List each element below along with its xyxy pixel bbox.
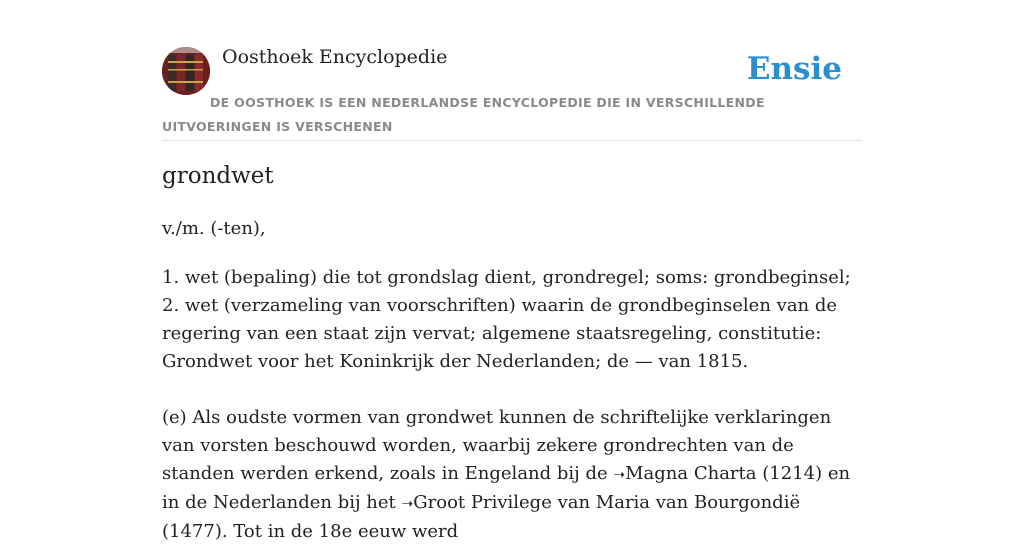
site-title-link[interactable]: Oosthoek Encyclopedie xyxy=(222,46,448,68)
paragraph-text-3: (1477). Tot in de 18e eeuw werd xyxy=(162,521,459,542)
paragraph-text-2: (1214) en in de Nederlanden bij het xyxy=(162,463,851,513)
books-icon xyxy=(162,47,210,95)
arrow-right-icon: ➝ xyxy=(401,496,414,512)
paragraph-gap xyxy=(162,376,862,404)
site-header xyxy=(162,0,862,141)
xref-groot-privilege[interactable] xyxy=(402,492,801,513)
site-tagline: DE OOSTHOEK IS EEN NEDERLANDSE ENCYCLOPEDIE DIE IN VERSCHILLENDE UITVOERINGEN IS VERSCHENEN xyxy=(162,95,765,134)
entry-definition xyxy=(162,264,862,546)
paragraph-text-1: (e) Als oudste vormen van grondwet kunnen de schriftelijke verklaringen van vorsten beschouwd worden, waarbij zekere grondrechten van de standen werden erkend, zoals in Engeland bij de xyxy=(162,407,832,484)
definition-sense-1: 1. wet (bepaling) die tot grondslag dient, grondregel; soms: grondbeginsel; xyxy=(162,267,851,288)
xref-magna-charta-label: Magna Charta xyxy=(625,463,757,484)
encyclopedia-avatar[interactable] xyxy=(162,47,210,95)
page-container xyxy=(162,0,862,542)
definition-sense-2: 2. wet (verzameling van voorschriften) waarin de grondbeginselen van de regering van een staat zijn vervat; algemene staatsregeling, constitutie: Grondwet voor het Koninkrijk der Nederlanden; de — van 1815. xyxy=(162,295,838,372)
entry-grammar: v./m. (-ten), xyxy=(162,218,266,239)
xref-magna-charta[interactable] xyxy=(613,463,756,484)
definition-paragraph xyxy=(162,404,862,546)
arrow-right-icon: ➝ xyxy=(613,467,626,483)
xref-groot-privilege-label: Groot Privilege van Maria van Bourgondië xyxy=(413,492,801,513)
entry-headword: grondwet xyxy=(162,163,274,189)
ensie-logo-link[interactable]: Ensie xyxy=(746,51,842,87)
